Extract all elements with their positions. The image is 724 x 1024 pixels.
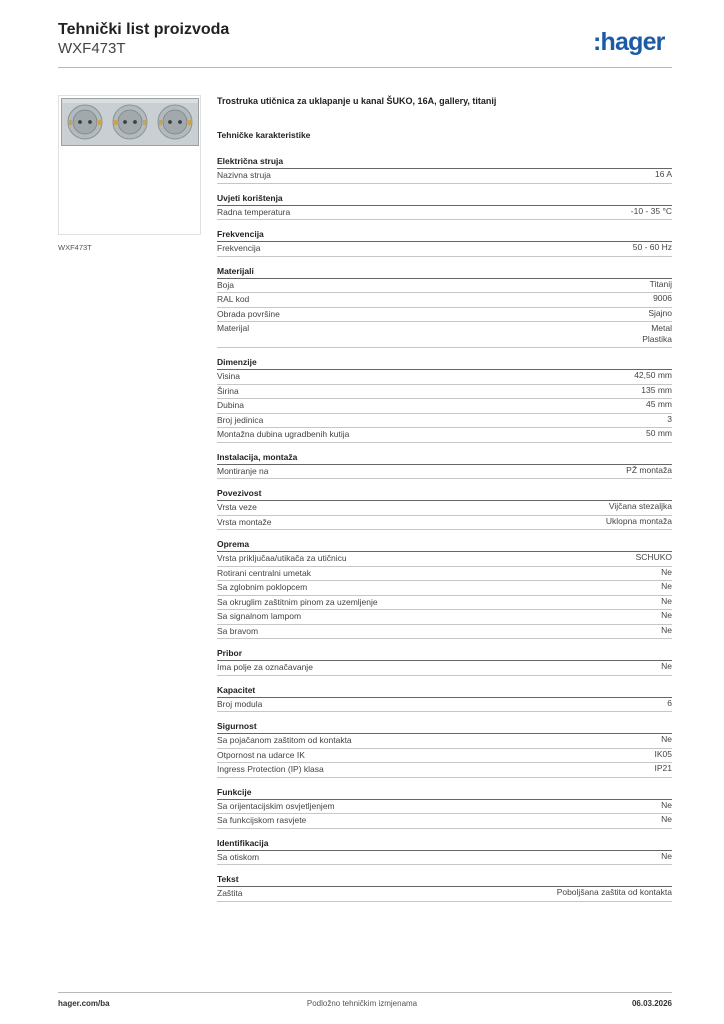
spec-value-line: Ne: [661, 610, 672, 620]
spec-label: Frekvencija: [217, 243, 261, 253]
spec-value: [661, 581, 672, 595]
spec-row: [217, 465, 672, 480]
spec-value: [633, 242, 672, 256]
spec-value-line: Ne: [661, 595, 672, 606]
spec-value: [626, 465, 672, 479]
spec-section: [217, 155, 672, 184]
footer-note: Podložno tehničkim izmjenama: [306, 999, 418, 1008]
section-title: Dimenzije: [217, 356, 672, 370]
spec-row: [217, 763, 672, 778]
spec-label: Sa bravom: [217, 625, 259, 636]
spec-section: [217, 192, 672, 221]
spec-row: [217, 734, 672, 749]
section-title: Uvjeti korištenja: [217, 192, 672, 206]
spec-value-line: 50 - 60 Hz: [632, 242, 672, 252]
spec-section: [217, 786, 672, 829]
spec-label: Nazivna struja: [217, 170, 271, 180]
spec-value-line: 16 A: [654, 169, 672, 179]
spec-value-line: Plastika: [642, 334, 672, 344]
spec-value: [631, 206, 672, 220]
spec-label: Sa okruglim zaštitnim pinom za uzemljenje: [217, 596, 378, 607]
spec-value: [609, 501, 672, 515]
spec-row: [217, 596, 672, 611]
spec-label: Dubina: [217, 400, 244, 410]
footer-website: hager.com/ba: [58, 999, 110, 1008]
spec-value: [661, 596, 672, 610]
spec-value-line: Titanij: [649, 278, 672, 289]
spec-value: [661, 625, 672, 639]
spec-value: [636, 552, 672, 566]
spec-value-line: 6: [667, 697, 672, 708]
spec-value-line: 42,50 mm: [634, 370, 672, 380]
spec-row: [217, 322, 672, 348]
spec-value-line: SCHUKO: [635, 552, 672, 562]
spec-label: Sa zglobnim poklopcem: [217, 582, 308, 592]
spec-label: Boja: [217, 279, 235, 290]
spec-section: [217, 837, 672, 866]
spec-value-line: 50 mm: [646, 428, 672, 438]
spec-value: [655, 749, 673, 763]
spec-value: [661, 814, 672, 828]
spec-label: Montiranje na: [217, 465, 269, 476]
spec-row: [217, 800, 672, 815]
spec-value: [653, 293, 672, 307]
hager-logo: :hager: [593, 28, 665, 56]
spec-value-line: Uklopna montaža: [605, 515, 672, 526]
spec-label: Sa orijentacijskim osvjetljenjem: [217, 800, 335, 811]
spec-value: [667, 698, 672, 712]
spec-section: [217, 538, 672, 639]
spec-sections: [217, 155, 672, 902]
spec-value-line: -10 - 35 °C: [630, 205, 672, 216]
spec-section: [217, 451, 672, 480]
section-title: Frekvencija: [217, 228, 672, 242]
spec-row: [217, 851, 672, 866]
spec-value: [661, 610, 672, 624]
spec-row: [217, 610, 672, 625]
spec-value-line: 3: [667, 413, 672, 424]
spec-label: RAL kod: [217, 294, 250, 304]
spec-row: [217, 814, 672, 829]
spec-value-line: Ne: [661, 799, 672, 810]
spec-row: [217, 414, 672, 429]
spec-value-line: Sjajno: [648, 307, 672, 318]
spec-value-line: IK05: [654, 748, 672, 759]
spec-label: Vrsta veze: [217, 502, 257, 512]
spec-row: [217, 552, 672, 567]
spec-value-line: Ne: [661, 850, 672, 861]
spec-label: Visina: [217, 371, 240, 381]
image-caption: WXF473T: [58, 243, 92, 252]
spec-row: [217, 293, 672, 308]
spec-row: [217, 385, 672, 400]
spec-section: [217, 228, 672, 257]
spec-value: [661, 851, 672, 865]
section-title: Tekst: [217, 873, 672, 887]
section-title: Sigurnost: [217, 720, 672, 734]
section-title: Materijali: [217, 265, 672, 279]
spec-label: Broj modula: [217, 698, 263, 709]
spec-value-line: Ne: [661, 581, 672, 591]
spec-value: [648, 308, 672, 322]
product-image: [61, 98, 199, 146]
spec-section: [217, 487, 672, 530]
spec-value: [661, 661, 672, 675]
product-code: WXF473T: [58, 40, 126, 57]
spec-value: [646, 399, 672, 413]
spec-content: [217, 95, 672, 910]
spec-row: [217, 661, 672, 676]
spec-value: [655, 169, 672, 183]
spec-row: [217, 428, 672, 443]
spec-section: [217, 720, 672, 778]
spec-label: Broj jedinica: [217, 414, 264, 425]
spec-label: Sa otiskom: [217, 851, 260, 862]
spec-value: [646, 428, 672, 442]
spec-label: Ima polje za označavanje: [217, 662, 313, 672]
spec-value-line: Ne: [661, 734, 672, 744]
section-title: Oprema: [217, 538, 672, 552]
spec-value: [650, 279, 672, 293]
spec-row: [217, 370, 672, 385]
spec-value-line: Ne: [661, 661, 672, 671]
spec-row: [217, 242, 672, 257]
spec-value: [641, 385, 672, 399]
section-title: Funkcije: [217, 786, 672, 800]
spec-row: [217, 308, 672, 323]
section-title: Instalacija, montaža: [217, 451, 672, 465]
spec-value: [557, 887, 672, 901]
section-title: Povezivost: [217, 487, 672, 501]
spec-value: [655, 763, 673, 777]
header-divider: [58, 67, 672, 68]
spec-row: [217, 516, 672, 531]
spec-section: [217, 356, 672, 443]
spec-value-line: IP21: [654, 763, 672, 773]
footer-date: 06.03.2026: [631, 999, 672, 1008]
spec-row: [217, 169, 672, 184]
spec-value-line: Ne: [661, 624, 672, 635]
spec-row: [217, 887, 672, 902]
section-title: Električna struja: [217, 155, 672, 169]
spec-value: [606, 516, 672, 530]
page-title: Tehnički list proizvoda: [58, 21, 230, 38]
spec-label: Zaštita: [217, 888, 243, 898]
section-title: Identifikacija: [217, 837, 672, 851]
spec-row: [217, 625, 672, 640]
spec-value-line: 45 mm: [646, 399, 672, 409]
spec-label: Širina: [217, 385, 239, 396]
spec-value-line: 135 mm: [641, 384, 672, 395]
footer-divider: [58, 992, 672, 993]
spec-label: Rotirani centralni umetak: [217, 567, 312, 578]
specs-subtitle: Tehničke karakteristike: [217, 130, 311, 140]
spec-label: Sa pojačanom zaštitom od kontakta: [217, 735, 352, 745]
spec-row: [217, 581, 672, 596]
spec-row: [217, 279, 672, 294]
spec-section: [217, 873, 672, 902]
spec-row: [217, 206, 672, 221]
product-description: Trostruka utičnica za uklapanje u kanal ŠUKO, 16A, gallery, titanij: [217, 96, 497, 106]
spec-row: [217, 749, 672, 764]
spec-value: [661, 734, 672, 748]
spec-value: [661, 567, 672, 581]
spec-label: Obrada površine: [217, 308, 280, 319]
spec-label: Vrsta montaže: [217, 516, 272, 527]
spec-row: [217, 698, 672, 713]
spec-value-line: Ne: [661, 814, 672, 824]
section-title: Kapacitet: [217, 684, 672, 698]
spec-label: Sa signalnom lampom: [217, 611, 302, 621]
spec-section: [217, 684, 672, 713]
spec-label: Radna temperatura: [217, 206, 291, 217]
spec-label: Sa funkcijskom rasvjete: [217, 815, 307, 825]
section-title: Pribor: [217, 647, 672, 661]
triple-socket-outlet-icon: [62, 99, 198, 145]
spec-value: [667, 414, 672, 428]
spec-value-line: Poboljšana zaštita od kontakta: [556, 887, 672, 897]
spec-label: Ingress Protection (IP) klasa: [217, 764, 324, 774]
spec-row: [217, 501, 672, 516]
spec-label: Otpornost na udarce IK: [217, 749, 305, 760]
spec-value-line: PŽ montaža: [626, 464, 672, 475]
spec-value-line: Metal: [651, 323, 672, 333]
spec-value-line: 9006: [653, 293, 672, 303]
spec-label: Vrsta priključaa/utikača za utičnicu: [217, 553, 347, 563]
spec-label: Materijal: [217, 323, 250, 333]
spec-value: [642, 323, 672, 345]
spec-row: [217, 567, 672, 582]
spec-value-line: Ne: [661, 566, 672, 577]
spec-value: [634, 370, 672, 384]
spec-row: [217, 399, 672, 414]
spec-section: [217, 647, 672, 676]
spec-section: [217, 265, 672, 349]
spec-label: Montažna dubina ugradbenih kutija: [217, 429, 350, 439]
spec-value-line: Vijčana stezaljka: [608, 501, 672, 511]
spec-value: [661, 800, 672, 814]
